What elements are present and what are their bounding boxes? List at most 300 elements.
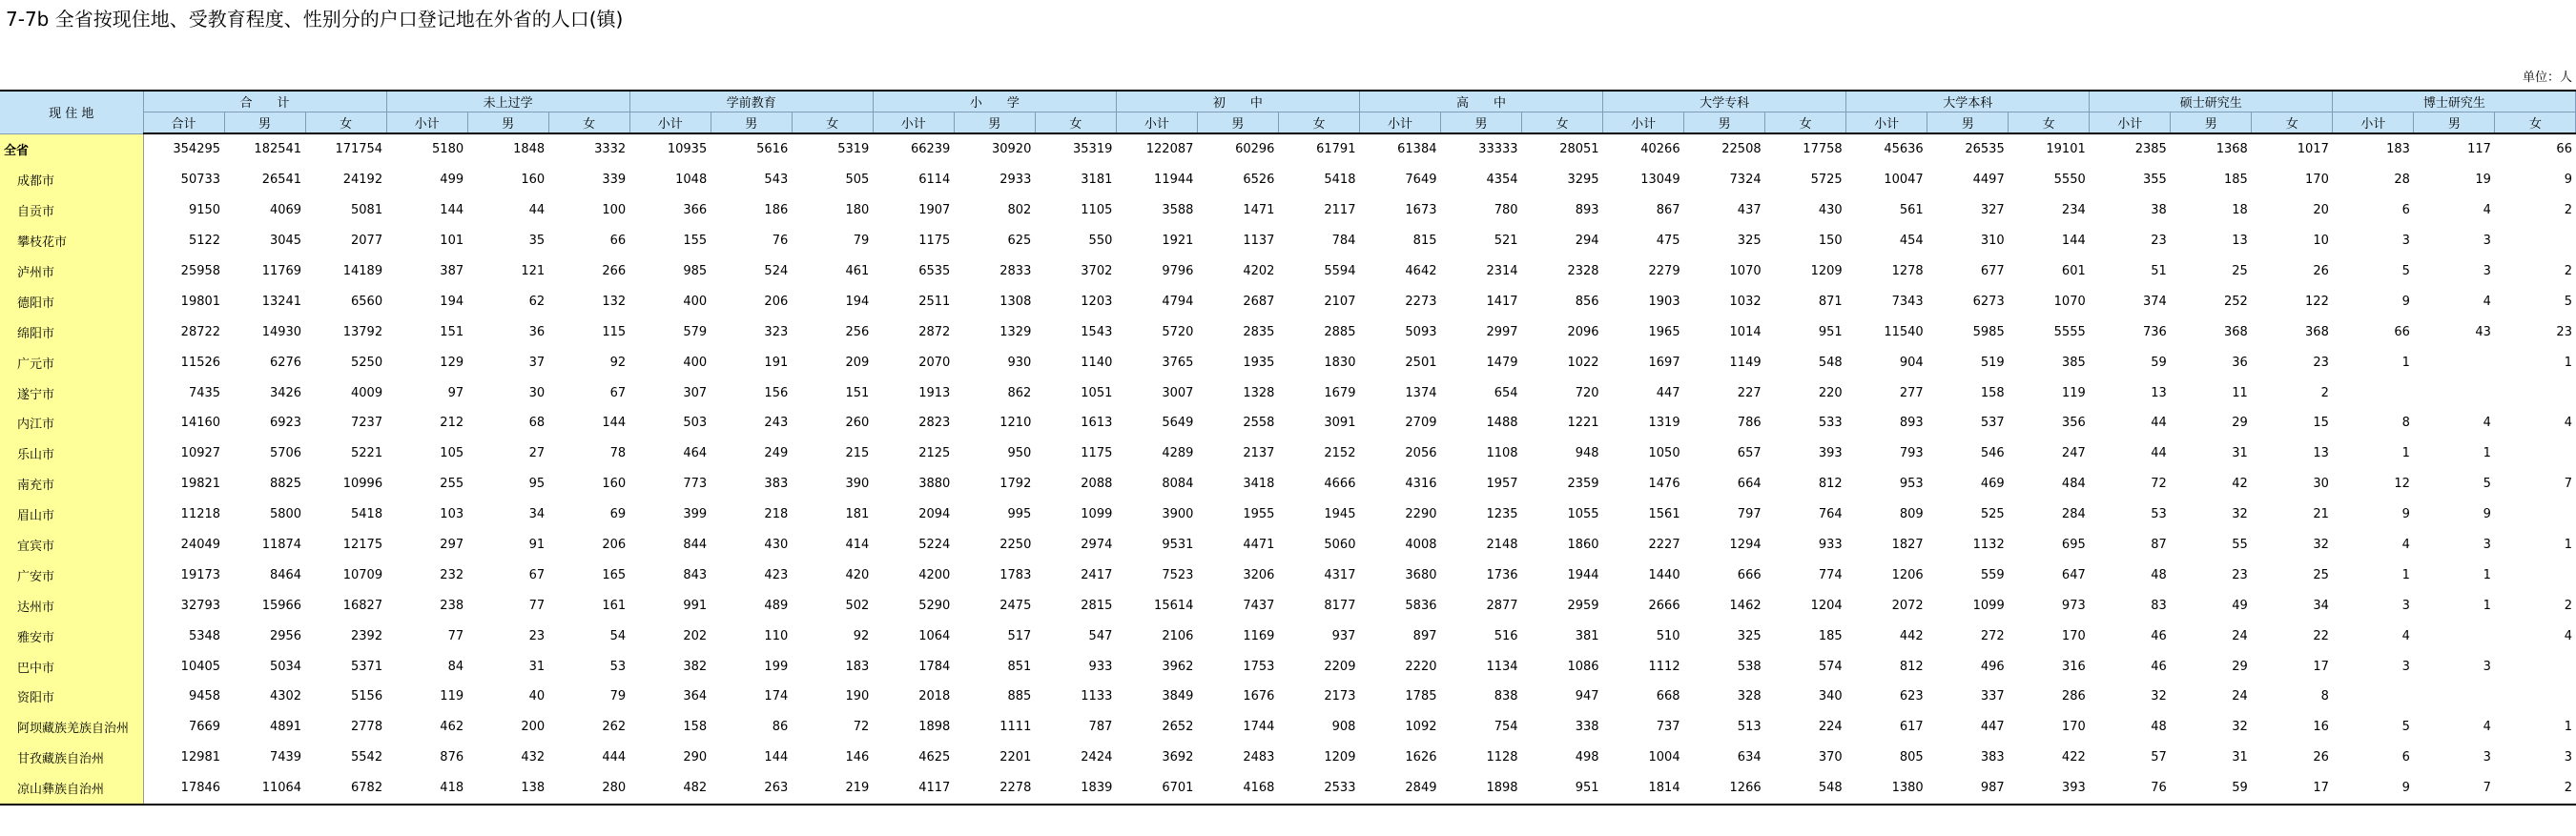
value-cell: 144: [764, 750, 789, 765]
value-cell: 19: [2475, 173, 2491, 188]
value-cell: 393: [1818, 446, 1843, 461]
value-cell: 2959: [1567, 598, 1599, 613]
value-cell: 2152: [1324, 446, 1356, 461]
value-cell: 2: [2564, 598, 2572, 613]
value-cell: 390: [845, 477, 870, 492]
value-cell: 53: [2151, 507, 2167, 522]
value-cell: 40266: [1640, 142, 1680, 157]
value-cell: 7435: [188, 385, 221, 400]
value-cell: 7669: [188, 720, 221, 735]
value-cell: 290: [683, 750, 708, 765]
value-cell: 29: [2232, 416, 2248, 431]
value-cell: 354295: [173, 142, 221, 157]
value-cell: 933: [1818, 538, 1843, 553]
value-cell: 2290: [1405, 507, 1437, 522]
value-cell: 1921: [1162, 234, 1194, 249]
value-cell: 1: [2483, 446, 2491, 461]
value-cell: 517: [1007, 628, 1032, 643]
value-cell: 209: [845, 355, 870, 370]
value-cell: 44: [2151, 416, 2167, 431]
value-cell: 5034: [269, 659, 302, 674]
value-cell: 2070: [918, 355, 951, 370]
value-cell: 17846: [143, 773, 224, 805]
value-cell: 15614: [1154, 598, 1194, 613]
value-cell: 78: [609, 446, 627, 461]
value-cell: 1169: [1243, 628, 1275, 643]
value-cell: 1898: [918, 720, 951, 735]
value-cell: 234: [2061, 203, 2086, 218]
table-row: [0, 712, 2576, 743]
value-cell: 8: [2401, 416, 2410, 431]
value-cell: 2533: [1278, 773, 1359, 805]
table-title: 7-7b 全省按现住地、受教育程度、性别分的户口登记地在外省的人口(镇): [6, 8, 624, 31]
value-cell: 21: [2313, 507, 2329, 522]
male-header: 男: [2171, 112, 2252, 134]
header-row-groups: [0, 91, 2576, 112]
value-cell: 1935: [1243, 355, 1275, 370]
value-cell: 294: [1575, 234, 1599, 249]
value-cell: 23: [528, 628, 546, 643]
value-cell: 787: [1088, 720, 1113, 735]
value-cell: 2933: [999, 173, 1032, 188]
female-header: 女: [2252, 112, 2333, 134]
value-cell: 5180: [432, 142, 464, 157]
value-cell: 844: [683, 538, 708, 553]
value-cell: 6114: [918, 173, 951, 188]
value-cell: [2414, 347, 2495, 377]
value-cell: 533: [1818, 416, 1843, 431]
value-cell: 40: [528, 689, 546, 704]
value-cell: 1679: [1324, 385, 1356, 400]
value-cell: 2106: [1162, 628, 1194, 643]
value-cell: 1913: [918, 385, 951, 400]
value-cell: 144: [602, 416, 627, 431]
subtotal-header: 小计: [2333, 112, 2414, 134]
value-cell: 1965: [1648, 324, 1680, 339]
value-cell: 4642: [1405, 264, 1437, 278]
value-cell: 194: [440, 294, 464, 309]
value-cell: 158: [683, 720, 708, 735]
value-cell: 1111: [999, 720, 1032, 735]
value-cell: 5: [2483, 477, 2491, 492]
value-cell: 337: [1980, 689, 2005, 704]
value-cell: 28722: [180, 324, 221, 339]
value-cell: 654: [1494, 385, 1518, 400]
value-cell: 3332: [594, 142, 627, 157]
value-cell: 1488: [1486, 416, 1518, 431]
value-cell: 5122: [188, 234, 221, 249]
value-cell: 5836: [1405, 598, 1437, 613]
value-cell: 2328: [1567, 264, 1599, 278]
value-cell: 2835: [1243, 324, 1275, 339]
value-cell: 34: [528, 507, 546, 522]
value-cell: 5800: [269, 507, 302, 522]
table-row: [0, 621, 2576, 651]
value-cell: 6782: [305, 773, 386, 805]
value-cell: 1014: [1729, 324, 1762, 339]
value-cell: 2709: [1405, 416, 1437, 431]
value-cell: 793: [1899, 446, 1924, 461]
value-cell: 316: [2061, 659, 2086, 674]
value-cell: 51: [2151, 264, 2167, 278]
value-cell: 6273: [1972, 294, 2005, 309]
value-cell: 7: [2564, 477, 2572, 492]
value-cell: 110: [764, 628, 789, 643]
value-cell: 13792: [342, 324, 383, 339]
value-cell: 11769: [261, 264, 302, 278]
value-cell: 809: [1899, 507, 1924, 522]
value-cell: 5418: [351, 507, 383, 522]
value-cell: 77: [447, 628, 464, 643]
value-cell: 35: [528, 234, 546, 249]
value-cell: 31: [2232, 446, 2248, 461]
value-cell: 171754: [335, 142, 383, 157]
value-cell: 38: [2151, 203, 2167, 218]
value-cell: 574: [1818, 659, 1843, 674]
value-cell: 9: [2333, 773, 2414, 805]
value-cell: 951: [1522, 773, 1603, 805]
table-body: [0, 133, 2576, 805]
value-cell: 97: [447, 385, 464, 400]
value-cell: 547: [1088, 628, 1113, 643]
value-cell: 28: [2394, 173, 2410, 188]
male-header: 男: [2414, 112, 2495, 134]
value-cell: 4009: [351, 385, 383, 400]
value-cell: 32: [2232, 720, 2248, 735]
value-cell: 10: [2313, 234, 2329, 249]
value-cell: 30920: [991, 142, 1032, 157]
value-cell: 2117: [1324, 203, 1356, 218]
value-cell: 3: [2401, 598, 2410, 613]
value-cell: 2279: [1648, 264, 1680, 278]
value-cell: 24192: [342, 173, 383, 188]
value-cell: 286: [2061, 689, 2086, 704]
value-cell: 6701: [1116, 773, 1197, 805]
table-row: [0, 773, 2576, 805]
value-cell: 28051: [1559, 142, 1599, 157]
value-cell: 59: [2171, 773, 2252, 805]
table-row: [0, 165, 2576, 195]
value-cell: 86: [772, 720, 789, 735]
value-cell: 11: [2232, 385, 2248, 400]
value-cell: 284: [2061, 507, 2086, 522]
subtotal-header: 小计: [629, 112, 711, 134]
value-cell: 4891: [269, 720, 302, 735]
male-header: 男: [1197, 112, 1278, 134]
value-cell: 50733: [180, 173, 221, 188]
value-cell: 1032: [1729, 294, 1762, 309]
value-cell: 950: [1007, 446, 1032, 461]
value-cell: 991: [683, 598, 708, 613]
value-cell: 9531: [1162, 538, 1194, 553]
value-cell: 79: [609, 689, 627, 704]
value-cell: 2652: [1162, 720, 1194, 735]
value-cell: 2956: [269, 628, 302, 643]
value-cell: 7437: [1243, 598, 1275, 613]
value-cell: 2849: [1359, 773, 1440, 805]
value-cell: 9: [2483, 507, 2491, 522]
value-cell: 30: [2313, 477, 2329, 492]
value-cell: 36: [2232, 355, 2248, 370]
value-cell: 2823: [918, 416, 951, 431]
subtotal-header: 小计: [2090, 112, 2171, 134]
value-cell: 1: [2564, 538, 2572, 553]
value-cell: 987: [1927, 773, 2009, 805]
value-cell: 2778: [351, 720, 383, 735]
value-cell: 10405: [180, 659, 221, 674]
value-cell: 951: [1818, 324, 1843, 339]
value-cell: [2495, 560, 2576, 590]
value-cell: 11874: [261, 538, 302, 553]
value-cell: 9796: [1162, 264, 1194, 278]
value-cell: 44: [2151, 446, 2167, 461]
value-cell: 1471: [1243, 203, 1275, 218]
value-cell: 933: [1088, 659, 1113, 674]
table-row: [0, 133, 2576, 165]
value-cell: 66: [2394, 324, 2410, 339]
value-cell: 3: [2483, 659, 2491, 674]
value-cell: 2997: [1486, 324, 1518, 339]
value-cell: 61384: [1397, 142, 1437, 157]
value-cell: 6526: [1243, 173, 1275, 188]
value-cell: 383: [1980, 750, 2005, 765]
value-cell: 720: [1575, 385, 1599, 400]
value-cell: 182541: [254, 142, 302, 157]
value-cell: 2250: [999, 538, 1032, 553]
value-cell: 400: [683, 294, 708, 309]
value-cell: 444: [602, 750, 627, 765]
value-cell: 84: [447, 659, 464, 674]
value-cell: 3680: [1405, 567, 1437, 582]
value-cell: 4: [2564, 628, 2572, 643]
value-cell: 1814: [1603, 773, 1684, 805]
value-cell: [2333, 377, 2414, 408]
value-cell: 2885: [1324, 324, 1356, 339]
value-cell: 220: [1818, 385, 1843, 400]
value-cell: 1784: [918, 659, 951, 674]
value-cell: 3045: [269, 234, 302, 249]
value-cell: 69: [609, 507, 627, 522]
value-cell: 4069: [269, 203, 302, 218]
value-cell: 122087: [1145, 142, 1194, 157]
value-cell: 1860: [1567, 538, 1599, 553]
value-cell: 1070: [2053, 294, 2086, 309]
value-cell: 366: [683, 203, 708, 218]
value-cell: 381: [1575, 628, 1599, 643]
value-cell: 129: [440, 355, 464, 370]
value-cell: 447: [1656, 385, 1680, 400]
region-name-cell: 甘孜藏族自治州: [0, 743, 143, 773]
value-cell: [2495, 226, 2576, 256]
female-header: 女: [1278, 112, 1359, 134]
value-cell: 1329: [999, 324, 1032, 339]
value-cell: 72: [853, 720, 870, 735]
value-cell: 4202: [1243, 264, 1275, 278]
value-cell: 26: [2313, 264, 2329, 278]
value-cell: 92: [609, 355, 627, 370]
region-name-cell: 泸州市: [0, 256, 143, 287]
value-cell: 3: [2483, 750, 2491, 765]
value-cell: 7: [2414, 773, 2495, 805]
value-cell: 7324: [1729, 173, 1762, 188]
value-cell: 105: [440, 446, 464, 461]
value-cell: 5: [2401, 264, 2410, 278]
value-cell: 2173: [1324, 689, 1356, 704]
value-cell: 1108: [1486, 446, 1518, 461]
value-cell: 5594: [1324, 264, 1356, 278]
value-cell: 3: [2483, 234, 2491, 249]
value-cell: 339: [602, 173, 627, 188]
value-cell: 6: [2401, 203, 2410, 218]
value-cell: 62: [528, 294, 546, 309]
value-cell: 2511: [918, 294, 951, 309]
region-name-cell: 广安市: [0, 560, 143, 590]
male-header: 男: [954, 112, 1035, 134]
value-cell: 1051: [1081, 385, 1113, 400]
value-cell: 1898: [1441, 773, 1522, 805]
value-cell: 20: [2313, 203, 2329, 218]
value-cell: 37: [528, 355, 546, 370]
header-row-subcolumns: [0, 112, 2576, 134]
value-cell: 430: [1818, 203, 1843, 218]
value-cell: 53: [609, 659, 627, 674]
value-cell: 368: [2223, 324, 2248, 339]
region-name-cell: 广元市: [0, 347, 143, 377]
value-cell: 812: [1899, 659, 1924, 674]
value-cell: 1561: [1648, 507, 1680, 522]
value-cell: 1140: [1081, 355, 1113, 370]
value-cell: 1: [2401, 567, 2410, 582]
female-header: 女: [305, 112, 386, 134]
value-cell: 1613: [1081, 416, 1113, 431]
value-cell: 10709: [342, 567, 383, 582]
value-cell: 185: [1818, 628, 1843, 643]
value-cell: 17: [2252, 773, 2333, 805]
group-header: 硕士研究生: [2090, 91, 2333, 112]
value-cell: 146: [845, 750, 870, 765]
value-cell: 32: [2313, 538, 2329, 553]
value-cell: 30: [528, 385, 546, 400]
value-cell: 2974: [1081, 538, 1113, 553]
value-cell: 893: [1899, 416, 1924, 431]
value-cell: 546: [1980, 446, 2005, 461]
value-cell: 1380: [1846, 773, 1927, 805]
value-cell: 72: [2151, 477, 2167, 492]
value-cell: 297: [440, 538, 464, 553]
value-cell: 5371: [351, 659, 383, 674]
value-cell: 4: [2483, 416, 2491, 431]
value-cell: 4: [2483, 203, 2491, 218]
value-cell: 666: [1737, 567, 1762, 582]
value-cell: 16827: [342, 598, 383, 613]
value-cell: 174: [764, 689, 789, 704]
value-cell: 502: [845, 598, 870, 613]
group-header: 合 计: [143, 91, 386, 112]
value-cell: 5348: [188, 628, 221, 643]
region-name-cell: 遂宁市: [0, 377, 143, 408]
value-cell: 1827: [1891, 538, 1924, 553]
value-cell: 1294: [1729, 538, 1762, 553]
value-cell: 1792: [999, 477, 1032, 492]
value-cell: 1417: [1486, 294, 1518, 309]
value-cell: 2424: [1081, 750, 1113, 765]
value-cell: 838: [1494, 689, 1518, 704]
value-cell: 948: [1575, 446, 1599, 461]
value-cell: 1753: [1243, 659, 1275, 674]
region-name-cell: 巴中市: [0, 651, 143, 682]
value-cell: 1175: [1081, 446, 1113, 461]
region-name-cell: 内江市: [0, 408, 143, 438]
table-row: [0, 438, 2576, 469]
region-name-cell: 成都市: [0, 165, 143, 195]
value-cell: 17758: [1803, 142, 1843, 157]
value-cell: 1783: [999, 567, 1032, 582]
value-cell: 5221: [351, 446, 383, 461]
value-cell: 1266: [1684, 773, 1765, 805]
value-cell: 9458: [188, 689, 221, 704]
value-cell: 1: [2401, 446, 2410, 461]
group-header: 博士研究生: [2333, 91, 2576, 112]
value-cell: 190: [845, 689, 870, 704]
value-cell: 24: [2232, 628, 2248, 643]
value-cell: 219: [792, 773, 873, 805]
value-cell: 35319: [1073, 142, 1113, 157]
value-cell: 1785: [1405, 689, 1437, 704]
value-cell: 1697: [1648, 355, 1680, 370]
value-cell: 25: [2313, 567, 2329, 582]
value-cell: 183: [2386, 142, 2410, 157]
value-cell: 12981: [180, 750, 221, 765]
value-cell: 893: [1575, 203, 1599, 218]
value-cell: 100: [602, 203, 627, 218]
value-cell: 1099: [1081, 507, 1113, 522]
table-row: [0, 377, 2576, 408]
value-cell: 61791: [1316, 142, 1356, 157]
value-cell: 7523: [1162, 567, 1194, 582]
value-cell: 79: [853, 234, 870, 249]
value-cell: 24049: [180, 538, 221, 553]
value-cell: 1105: [1081, 203, 1113, 218]
value-cell: 625: [1007, 234, 1032, 249]
value-cell: 1050: [1648, 446, 1680, 461]
value-cell: 161: [602, 598, 627, 613]
value-cell: 185: [2223, 173, 2248, 188]
value-cell: 6560: [351, 294, 383, 309]
value-cell: 484: [2061, 477, 2086, 492]
value-cell: 5550: [2053, 173, 2086, 188]
value-cell: 774: [1818, 567, 1843, 582]
value-cell: 475: [1656, 234, 1680, 249]
value-cell: 48: [2151, 567, 2167, 582]
value-cell: 524: [764, 264, 789, 278]
value-cell: 519: [1980, 355, 2005, 370]
region-column-header: 现 住 地: [0, 91, 143, 133]
value-cell: 461: [845, 264, 870, 278]
value-cell: 280: [548, 773, 629, 805]
value-cell: 437: [1737, 203, 1762, 218]
value-cell: 33333: [1478, 142, 1518, 157]
value-cell: 513: [1737, 720, 1762, 735]
value-cell: 876: [440, 750, 464, 765]
value-cell: 10996: [342, 477, 383, 492]
value-cell: 266: [602, 264, 627, 278]
value-cell: 4794: [1162, 294, 1194, 309]
value-cell: 5290: [918, 598, 951, 613]
value-cell: 634: [1737, 750, 1762, 765]
value-cell: 32: [2232, 507, 2248, 522]
value-cell: 2094: [918, 507, 951, 522]
table-row: [0, 500, 2576, 530]
